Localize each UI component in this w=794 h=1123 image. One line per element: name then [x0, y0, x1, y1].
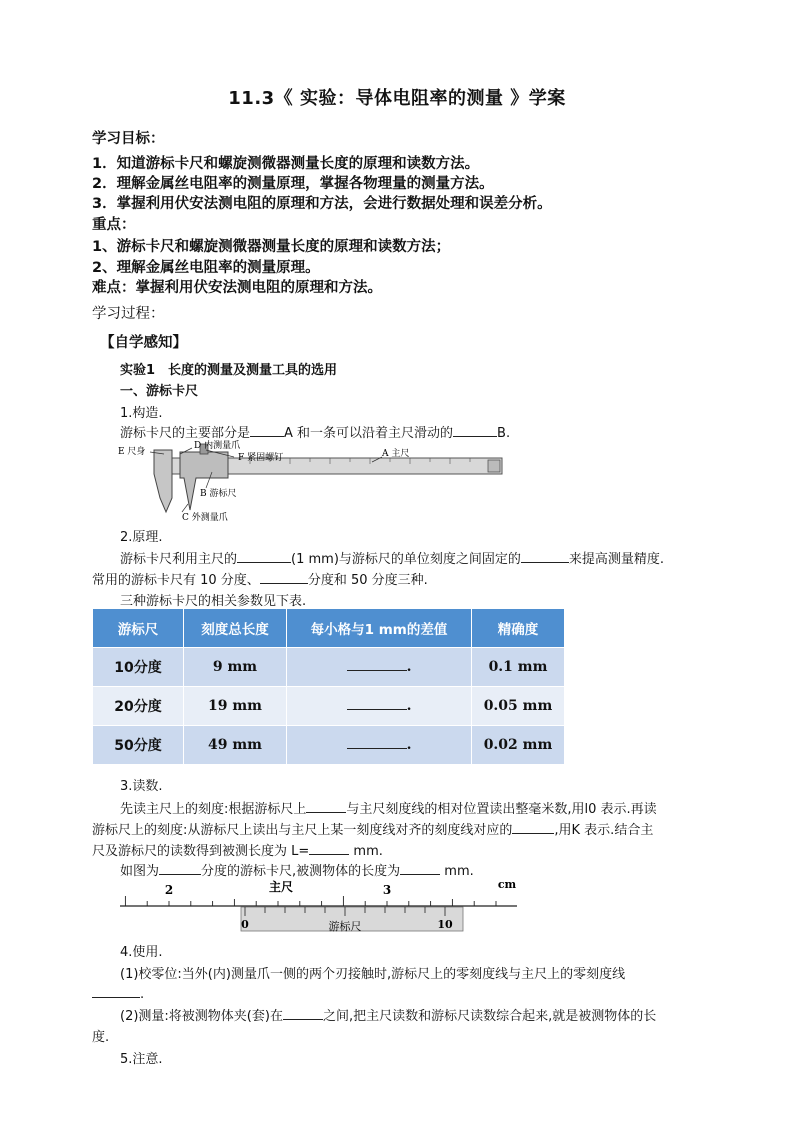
usage-text: .	[140, 987, 145, 1002]
objective-item: 1．知道游标卡尺和螺旋测微器测量长度的原理和读数方法。	[92, 156, 480, 172]
fill-blank[interactable]	[92, 984, 140, 998]
principle-text: (1 mm)与游标尺的单位刻度之间固定的	[291, 552, 521, 567]
difficulty: 难点：掌握利用伏安法测电阻的原理和方法。	[92, 280, 382, 296]
fill-blank[interactable]	[309, 841, 349, 855]
main-tick-label: 3	[382, 883, 392, 897]
reading-text: 尺及游标尺的读数得到被测长度为 L=	[92, 844, 310, 859]
main-tick-label: 2	[164, 883, 174, 897]
fill-blank[interactable]	[347, 660, 407, 671]
notes-heading: 5.注意.	[120, 1052, 163, 1067]
table-cell-length: 49 mm	[184, 726, 287, 765]
table-header: 每小格与1 mm的差值	[287, 609, 472, 648]
construction-heading: 1.构造.	[120, 406, 163, 421]
table-cell-name: 10分度	[93, 648, 184, 687]
reading-text: 分度的游标卡尺,被测物体的长度为	[201, 864, 401, 879]
construction-text-c: B.	[497, 426, 511, 441]
principle-text: 来提高测量精度.	[568, 552, 665, 567]
table-cell-name: 20分度	[93, 687, 184, 726]
caliper-fixed-jaw	[154, 450, 172, 512]
usage-item2-cont: 度.	[92, 1030, 110, 1045]
reading-text: mm.	[440, 864, 474, 879]
unit-label: cm	[497, 878, 517, 891]
usage-item1: (1)校零位:当外(内)测量爪一侧的两个刃接触时,游标尺上的零刻度线与主尺上的零刻度线	[120, 967, 626, 982]
principle-text: 游标卡尺利用主尺的	[120, 552, 238, 567]
reading-text: ,用K 表示.结合主	[554, 823, 654, 838]
table-cell-diff-mark: .	[406, 737, 412, 753]
principle-heading: 2.原理.	[120, 530, 163, 545]
table-cell-precision: 0.02 mm	[472, 726, 565, 765]
label-e-body: E 尺身	[118, 447, 146, 457]
fill-blank[interactable]	[453, 423, 497, 437]
label-f-screw: F 紧固螺钉	[238, 453, 284, 463]
principle-text: 常用的游标卡尺有 10 分度、	[92, 573, 260, 588]
table-header-row	[93, 609, 565, 648]
table-cell-name: 50分度	[93, 726, 184, 765]
vernier-tick-label: 10	[437, 918, 453, 931]
experiment-heading: 实验1 长度的测量及测量工具的选用	[120, 363, 338, 378]
section-heading: 一、游标卡尺	[120, 384, 199, 399]
table-row	[93, 687, 565, 726]
construction-text-a: 游标卡尺的主要部分是	[120, 426, 251, 441]
label-a-main-scale: A 主尺	[382, 449, 410, 459]
vernier-scale-label: 游标尺	[328, 920, 362, 933]
reading-line3	[92, 840, 383, 859]
self-study-heading: 【自学感知】	[100, 335, 187, 351]
table-cell-length: 19 mm	[184, 687, 287, 726]
principle-line3: 三种游标卡尺的相关参数见下表.	[120, 594, 307, 609]
usage-text: 之间,把主尺读数和游标尺读数综合起来,就是被测物体的长	[322, 1009, 657, 1024]
reading-line1	[120, 798, 657, 817]
vernier-parameter-table	[92, 608, 565, 765]
table-cell-precision: 0.05 mm	[472, 687, 565, 726]
fill-blank[interactable]	[306, 799, 346, 813]
reading-text: 如图为	[120, 864, 160, 879]
table-cell-diff[interactable]	[287, 726, 472, 765]
usage-text: (2)测量:将被测物体夹(套)在	[120, 1009, 283, 1024]
table-cell-precision: 0.1 mm	[472, 648, 565, 687]
objectives-heading: 学习目标：	[92, 131, 165, 147]
reading-line2	[92, 819, 653, 838]
key-point-item: 2、理解金属丝电阻率的测量原理。	[92, 260, 320, 276]
vernier-tick-label: 0	[241, 918, 249, 931]
label-b-vernier: B 游标尺	[200, 489, 237, 499]
fill-blank[interactable]	[347, 738, 407, 749]
usage-item2	[120, 1005, 656, 1024]
usage-heading: 4.使用.	[120, 945, 163, 960]
fill-blank[interactable]	[260, 570, 308, 584]
table-cell-diff[interactable]	[287, 687, 472, 726]
reading-text: 游标尺上的刻度:从游标尺上读出与主尺上某一刻度线对齐的刻度线对应的	[92, 823, 513, 838]
fill-blank[interactable]	[512, 820, 554, 834]
fill-blank[interactable]	[237, 549, 291, 563]
fill-blank[interactable]	[159, 861, 201, 875]
table-cell-diff-mark: .	[406, 698, 412, 714]
table-row	[93, 648, 565, 687]
usage-item1-cont	[92, 984, 144, 1002]
fill-blank[interactable]	[250, 423, 284, 437]
label-c-outer-jaw: C 外测量爪	[182, 513, 228, 522]
key-points-heading: 重点：	[92, 217, 136, 233]
fill-blank[interactable]	[400, 861, 440, 875]
fill-blank[interactable]	[347, 699, 407, 710]
process-heading: 学习过程：	[92, 306, 165, 322]
main-scale-label: 主尺	[268, 880, 294, 894]
reading-text: mm.	[349, 844, 383, 859]
principle-text: 分度和 50 分度三种.	[307, 573, 428, 588]
caliper-depth-rod	[488, 460, 500, 472]
table-cell-diff-mark: .	[406, 659, 412, 675]
construction-text-b: A 和一条可以沿着主尺滑动的	[284, 426, 454, 441]
objective-item: 3．掌握利用伏安法测电阻的原理和方法，会进行数据处理和误差分析。	[92, 196, 552, 212]
reading-text: 与主尺刻度线的相对位置读出整毫米数,用l0 表示.再读	[346, 802, 657, 817]
construction-text	[120, 422, 510, 441]
principle-line1	[120, 548, 664, 567]
key-point-item: 1、游标卡尺和螺旋测微器测量长度的原理和读数方法；	[92, 239, 451, 255]
table-header: 精确度	[472, 609, 565, 648]
table-row	[93, 726, 565, 765]
vernier-caliper-diagram	[110, 440, 530, 522]
principle-line2	[92, 569, 428, 588]
reading-heading: 3.读数.	[120, 779, 163, 794]
fill-blank[interactable]	[283, 1006, 323, 1020]
main-scale-ticks	[125, 896, 496, 906]
reading-text: 先读主尺上的刻度:根据游标尺上	[120, 802, 307, 817]
fill-blank[interactable]	[521, 549, 569, 563]
table-cell-length: 9 mm	[184, 648, 287, 687]
table-header: 游标尺	[93, 609, 184, 648]
label-d-inner-jaw: D 内测量爪	[194, 441, 241, 451]
caliper-vernier	[180, 452, 228, 510]
table-cell-diff[interactable]	[287, 648, 472, 687]
vernier-reading-figure	[115, 876, 525, 938]
page-title: 11.3《 实验：导体电阻率的测量 》学案	[228, 88, 566, 109]
table-header: 刻度总长度	[184, 609, 287, 648]
objective-item: 2．理解金属丝电阻率的测量原理，掌握各物理量的测量方法。	[92, 176, 494, 192]
